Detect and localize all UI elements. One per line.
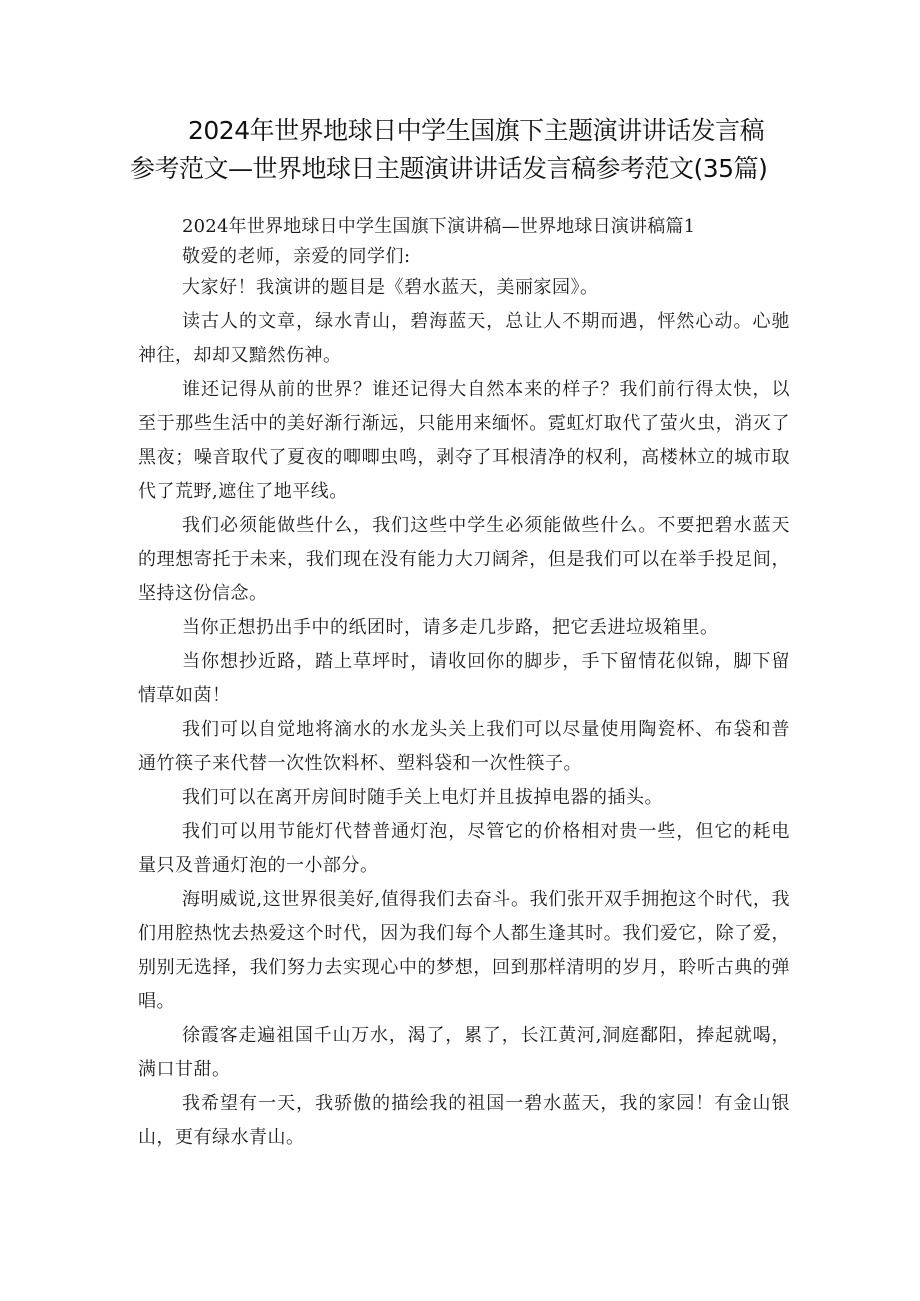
body-paragraph: 谁还记得从前的世界？谁还记得大自然本来的样子？我们前行得太快，以至于那些生活中的美好渐行渐远，只能用来缅怀。霓虹灯取代了萤火虫，消灭了黑夜；噪音取代了夏夜的唧唧虫鸣，剥夺了耳根清净的权利，高楼林立的城市取代了荒野,遮住了地平线。 xyxy=(138,379,790,502)
title-line-2: 参考范文—世界地球日主题演讲讲话发言稿参考范文(35篇) xyxy=(130,154,768,183)
body-paragraph: 我们必须能做些什么，我们这些中学生必须能做些什么。不要把碧水蓝天的理想寄托于未来，我们现在没有能力大刀阔斧，但是我们可以在举手投足间，坚持这份信念。 xyxy=(138,515,790,604)
body-paragraph: 敬爱的老师，亲爱的同学们: xyxy=(182,246,411,267)
body-paragraph: 徐霞客走遍祖国千山万水，渴了，累了，长江黄河,洞庭鄱阳，捧起就喝，满口甘甜。 xyxy=(138,1025,790,1080)
document-body xyxy=(138,211,790,1155)
document-title xyxy=(130,112,800,188)
section-subheading: 2024年世界地球日中学生国旗下演讲稿—世界地球日演讲稿篇1 xyxy=(182,216,696,237)
body-paragraph: 当你想抄近路，踏上草坪时，请收回你的脚步，手下留情花似锦，脚下留情草如茵！ xyxy=(138,651,790,706)
body-paragraph: 我希望有一天，我骄傲的描绘我的祖国一碧水蓝天，我的家园！有金山银山，更有绿水青山。 xyxy=(138,1093,790,1148)
body-paragraph: 当你正想扔出手中的纸团时，请多走几步路，把它丢进垃圾箱里。 xyxy=(182,617,719,638)
body-paragraph: 海明威说,这世界很美好,值得我们去奋斗。我们张开双手拥抱这个时代，我们用腔热忱去热爱这个时代，因为我们每个人都生逢其时。我们爱它，除了爱，别别无选择，我们努力去实现心中的梦想，回到那样清明的岁月，聆听古典的弹唱。 xyxy=(138,889,790,1012)
body-paragraph: 大家好！我演讲的题目是《碧水蓝天，美丽家园》。 xyxy=(182,277,599,298)
body-paragraph: 我们可以用节能灯代替普通灯泡，尽管它的价格相对贵一些，但它的耗电量只及普通灯泡的一小部分。 xyxy=(138,821,790,876)
body-paragraph: 读古人的文章，绿水青山，碧海蓝天，总让人不期而遇，怦然心动。心驰神往，却却又黯然伤神。 xyxy=(138,311,790,366)
title-line-1: 2024年世界地球日中学生国旗下主题演讲讲话发言稿 xyxy=(188,116,765,145)
body-paragraph: 我们可以在离开房间时随手关上电灯并且拔掉电器的插头。 xyxy=(182,787,663,808)
body-paragraph: 我们可以自觉地将滴水的水龙头关上我们可以尽量使用陶瓷杯、布袋和普通竹筷子来代替一次性饮料杯、塑料袋和一次性筷子。 xyxy=(138,719,790,774)
